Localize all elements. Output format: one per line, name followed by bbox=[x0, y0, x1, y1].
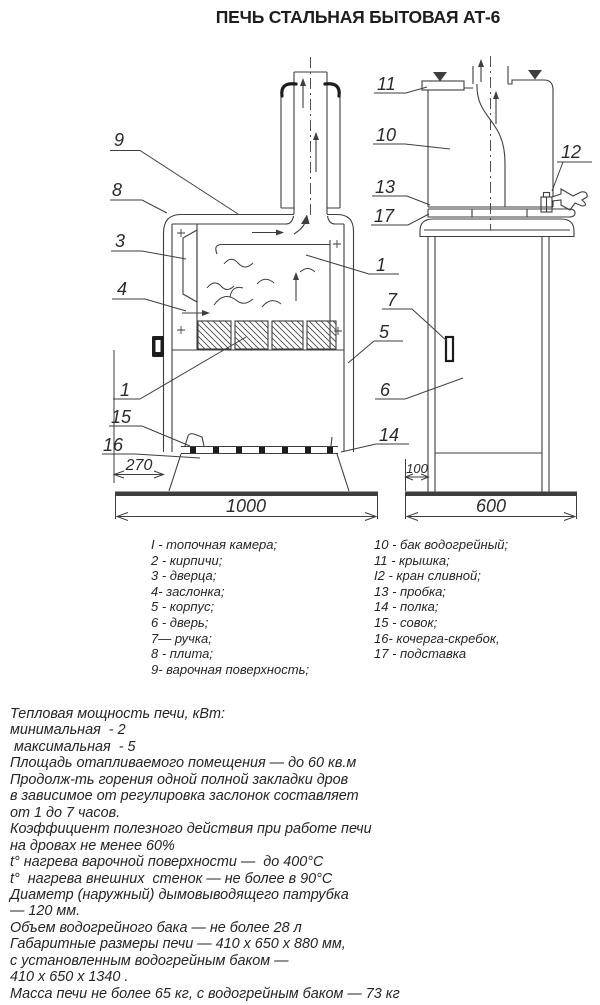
callout-16: 16 bbox=[103, 435, 124, 455]
legend-item: 17 - подставка bbox=[374, 646, 467, 662]
level-mark bbox=[528, 70, 542, 80]
pedestal bbox=[169, 454, 349, 491]
callout-1-mid: 1 bbox=[376, 255, 387, 275]
front-view bbox=[115, 57, 378, 496]
scoop bbox=[185, 434, 332, 446]
spec-line: Габаритные размеры печи — 410 х 650 х 880 мм, bbox=[10, 936, 346, 953]
dim-100: 100 bbox=[406, 461, 428, 476]
dim-1000: 1000 bbox=[225, 496, 267, 516]
legend-item: 4- заслонка; bbox=[151, 583, 225, 599]
dim-270: 270 bbox=[125, 457, 153, 474]
callout-6: 6 bbox=[380, 380, 391, 400]
flow-arrows bbox=[182, 78, 319, 316]
callout-9: 9 bbox=[114, 130, 125, 150]
legend-item: I2 - кран сливной; bbox=[374, 568, 481, 584]
tank-lid bbox=[422, 81, 464, 90]
callout-5: 5 bbox=[379, 322, 390, 342]
legend-right bbox=[374, 537, 508, 662]
brick-row bbox=[198, 321, 336, 349]
legend-item: 8 - плита; bbox=[151, 646, 214, 662]
callout-17: 17 bbox=[374, 206, 395, 226]
water-tank bbox=[422, 56, 553, 230]
callout-13: 13 bbox=[375, 177, 396, 197]
legend-item: 15 - совок; bbox=[374, 614, 438, 630]
level-mark bbox=[433, 72, 447, 82]
legend-item: 6 - дверь; bbox=[151, 614, 209, 630]
spec-line: Тепловая мощность печи, кВт: bbox=[10, 706, 225, 722]
stand bbox=[428, 209, 575, 217]
poker-scraper bbox=[190, 447, 333, 453]
spec-line: Продолж-ть горения одной полной закладки дров bbox=[10, 771, 349, 788]
legend-item: 13 - пробка; bbox=[374, 583, 446, 599]
callout-14: 14 bbox=[379, 425, 400, 445]
callout-15: 15 bbox=[111, 407, 132, 427]
spec-line: от 1 до 7 часов. bbox=[10, 804, 121, 821]
fire-door bbox=[183, 230, 197, 302]
shelf bbox=[181, 434, 338, 454]
legend-item: I - топочная камера; bbox=[151, 537, 278, 552]
spec-line: Площадь отапливаемого помещения — до 60 кв.м bbox=[10, 755, 357, 772]
leader-line bbox=[112, 299, 186, 311]
legend-item: 9- варочная поверхность; bbox=[151, 661, 310, 677]
spec-line: на дровах не менее 60% bbox=[10, 837, 175, 854]
leader-line bbox=[552, 162, 592, 191]
legend-item: 16- кочерга-скребок, bbox=[374, 630, 500, 646]
leader-line bbox=[110, 200, 167, 213]
callout-10: 10 bbox=[376, 125, 397, 145]
spec-line: t° нагрева варочной поверхности — до 400°С bbox=[10, 854, 324, 871]
callout-8: 8 bbox=[112, 180, 123, 200]
chimney-pipe bbox=[294, 57, 327, 219]
callout-12: 12 bbox=[561, 142, 582, 162]
specifications bbox=[10, 706, 400, 1002]
spec-line: в зависимое от регулировка заслонок составляет bbox=[10, 788, 359, 805]
door-handle bbox=[152, 336, 164, 357]
legend-item: 10 - бак водогрейный; bbox=[374, 537, 509, 552]
legend-item: 11 - крышка; bbox=[374, 552, 450, 568]
legend-item: 5 - корпус; bbox=[151, 599, 215, 615]
legend-item: 7— ручка; bbox=[151, 630, 212, 646]
callout-11: 11 bbox=[377, 74, 396, 94]
flame-squiggles bbox=[207, 259, 315, 307]
dim-600: 600 bbox=[475, 496, 507, 516]
spec-line: Объем водогрейного бака — не более 28 л bbox=[10, 919, 302, 936]
legend-item: 3 - дверца; bbox=[151, 568, 217, 584]
callout-7: 7 bbox=[387, 290, 398, 310]
smoke-baffle bbox=[216, 245, 330, 255]
side-view bbox=[405, 56, 587, 496]
callout-4: 4 bbox=[117, 279, 128, 299]
callout-3: 3 bbox=[115, 231, 126, 251]
spec-line: максимальная - 5 bbox=[10, 738, 136, 755]
callout-1-left: 1 bbox=[120, 380, 131, 400]
spec-line: t° нагрева внешних стенок — не более в 90°С bbox=[10, 870, 333, 887]
stove-top-band bbox=[420, 219, 574, 237]
leader-line bbox=[111, 251, 186, 259]
spec-line: Диаметр (наружный) дымовыводящего патрубка bbox=[10, 886, 349, 903]
spec-line: 410 х 650 х 1340 . bbox=[10, 969, 129, 986]
leader-line bbox=[372, 196, 430, 205]
callout-leaders bbox=[102, 87, 592, 458]
leader-line bbox=[382, 309, 447, 341]
legend-item: 14 - полка; bbox=[374, 599, 439, 615]
leader-line bbox=[348, 341, 403, 363]
page-title: ПЕЧЬ СТАЛЬНАЯ БЫТОВАЯ АТ-6 bbox=[215, 7, 501, 27]
spec-line: Масса печи не более 65 кг, с водогрейным баком — 73 кг bbox=[10, 985, 400, 1002]
cooking-top bbox=[164, 215, 354, 234]
spec-line: с установленным водогрейным баком — bbox=[10, 952, 289, 969]
legend-item: 2 - кирпичи; bbox=[151, 552, 223, 568]
spec-line: минимальная - 2 bbox=[10, 722, 126, 739]
leader-line bbox=[110, 151, 238, 215]
spec-line: — 120 мм. bbox=[10, 903, 81, 920]
legend-left bbox=[151, 537, 309, 677]
leader-line bbox=[341, 444, 409, 452]
spec-line: Коэффициент полезного действия при работе печи bbox=[10, 821, 372, 838]
